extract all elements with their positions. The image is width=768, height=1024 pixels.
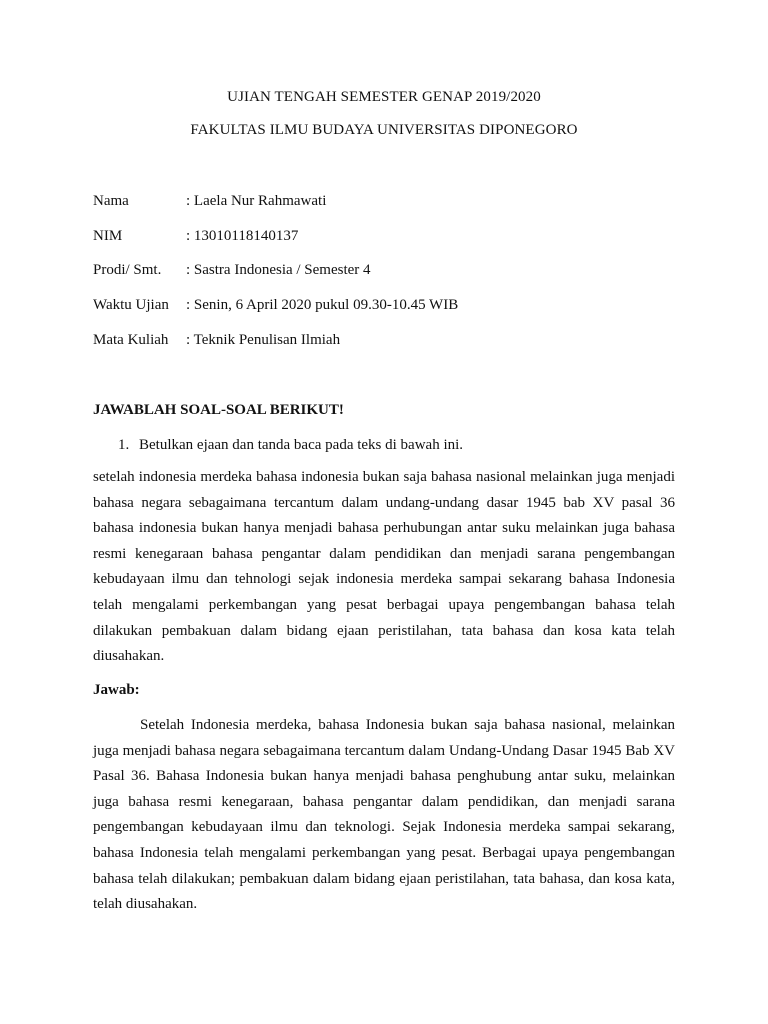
info-label: Nama	[93, 193, 129, 209]
info-value: : Senin, 6 April 2020 pukul 09.30-10.45 WIB	[186, 297, 459, 313]
exam-title: UJIAN TENGAH SEMESTER GENAP 2019/2020	[227, 89, 541, 105]
question-item	[118, 437, 463, 454]
info-row-prodi	[93, 262, 693, 282]
source-paragraph: setelah indonesia merdeka bahasa indonesia bukan saja bahasa nasional melainkan juga menjadi bahasa negara sebagaimana tercantum dalam undang-undang dasar 1945 bab XV pasal 36 bahasa indonesia bukan hanya menjadi bahasa perhubungan antar suku melainkan juga bahasa resmi kenegaraan bahasa pengantar dalam pendidikan dan menjadi sarana pengembangan kebudayaan ilmu dan tehnologi sejak indonesia merdeka sampai sekarang bahasa Indonesia telah mengalami perkembangan yang pesat berbagai upaya pengembangan bahasa telah dilakukan pembakuan dalam bidang ejaan peristilahan, tata bahasa dan kosa kata telah diusahakan.	[93, 469, 675, 665]
info-label: NIM	[93, 228, 123, 244]
info-label: Waktu Ujian	[93, 297, 169, 313]
info-row-nim	[93, 228, 693, 248]
faculty-title: FAKULTAS ILMU BUDAYA UNIVERSITAS DIPONEGORO	[190, 122, 578, 138]
info-row-matakuliah	[93, 332, 693, 352]
answer-paragraph: Setelah Indonesia merdeka, bahasa Indonesia bukan saja bahasa nasional, melainkan juga menjadi bahasa negara sebagaimana tercantum dalam Undang-Undang Dasar 1945 Bab XV Pasal 36. Bahasa Indonesia bukan hanya menjadi bahasa penghubung antar suku, melainkan juga bahasa resmi kenegaraan, bahasa pengantar dalam pendidikan, dan menjadi sarana pengembangan kebudayaan ilmu dan teknologi. Sejak Indonesia merdeka sampai sekarang, bahasa Indonesia telah mengalami perkembangan yang pesat. Berbagai upaya pengembangan bahasa telah dilakukan; pembakuan dalam bidang ejaan peristilahan, tata bahasa, dan kosa kata, telah diusahakan.	[93, 717, 675, 913]
info-label: Mata Kuliah	[93, 332, 169, 348]
answer-label: Jawab:	[93, 682, 140, 698]
info-value: : 13010118140137	[186, 228, 299, 244]
question-number: 1.	[118, 437, 130, 453]
info-row-waktu	[93, 297, 693, 317]
question-text: Betulkan ejaan dan tanda baca pada teks di bawah ini.	[139, 437, 464, 453]
instruction-heading: JAWABLAH SOAL-SOAL BERIKUT!	[93, 402, 344, 418]
info-value: : Sastra Indonesia / Semester 4	[186, 262, 371, 278]
info-value: : Teknik Penulisan Ilmiah	[186, 332, 341, 348]
info-label: Prodi/ Smt.	[93, 262, 162, 278]
info-value: : Laela Nur Rahmawati	[186, 193, 327, 209]
info-row-name	[93, 193, 693, 213]
